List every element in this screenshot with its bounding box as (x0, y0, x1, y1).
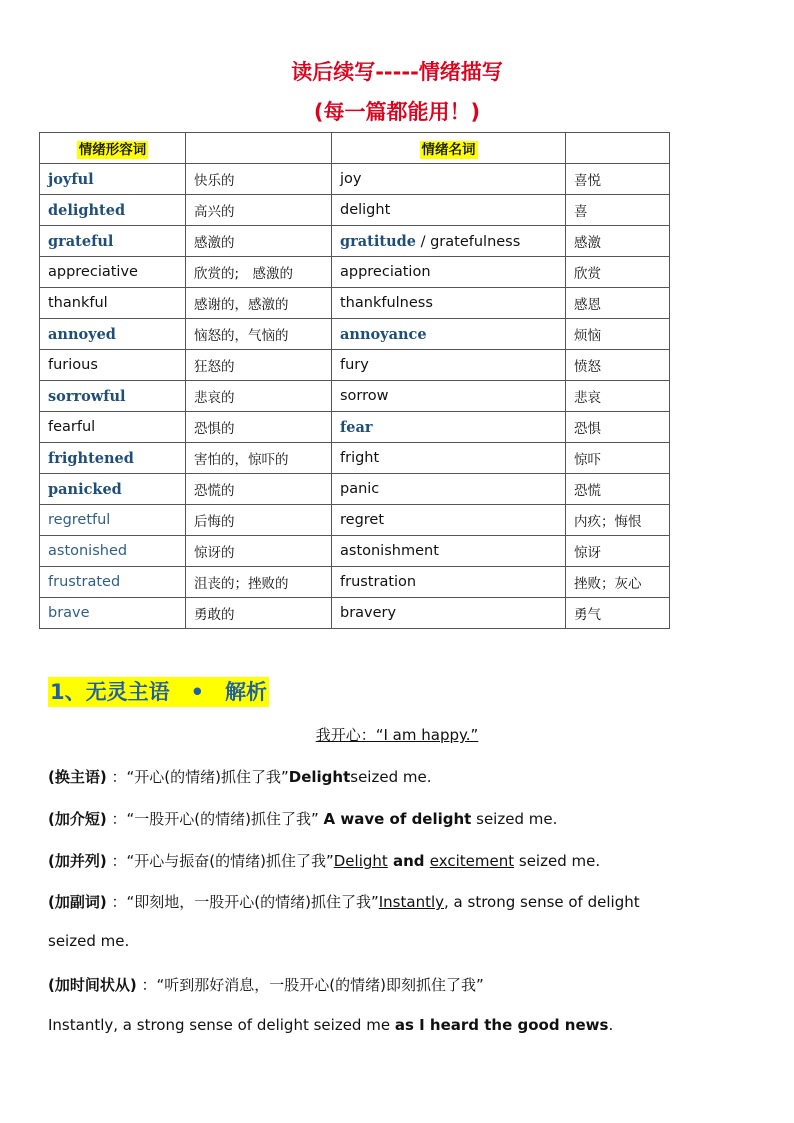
adj-meaning: 感谢的，感激的 (186, 288, 332, 319)
noun-meaning: 感恩 (566, 288, 670, 319)
noun-meaning: 挫败；灰心 (566, 567, 670, 598)
example-en-key: Delight (288, 768, 351, 786)
noun-meaning: 恐惧 (566, 412, 670, 443)
table-row (40, 195, 670, 226)
example-en: seized me. (350, 768, 432, 786)
base-sentence: 我开心：“I am happy.” (315, 726, 479, 744)
table-header-row (40, 133, 670, 164)
noun-word: frustration (332, 567, 566, 598)
noun-meaning: 欣赏 (566, 257, 670, 288)
adj-meaning: 勇敢的 (186, 598, 332, 629)
example-en-end: . (608, 1016, 614, 1034)
table-row (40, 164, 670, 195)
adj-word: joyful (40, 164, 186, 195)
adj-word: grateful (40, 226, 186, 257)
example-tag: (加并列) (48, 852, 107, 870)
header-noun: 情绪名词 (421, 142, 476, 158)
noun-meaning: 喜 (566, 195, 670, 226)
example-line-5 (48, 974, 484, 995)
adj-meaning: 恐惧的 (186, 412, 332, 443)
example-tag: (换主语) (48, 768, 107, 786)
noun-meaning: 恐慌 (566, 474, 670, 505)
emotion-vocab-table (39, 132, 670, 629)
section-heading: 1、无灵主语 • 解析 (48, 677, 269, 707)
adj-meaning: 恐慌的 (186, 474, 332, 505)
header-empty-cell (186, 133, 332, 164)
noun-word: panic (332, 474, 566, 505)
adj-meaning: 感激的 (186, 226, 332, 257)
example-en: seized me. (514, 852, 601, 870)
example-cn: ：“听到那好消息，一股开心(的情绪)即刻抓住了我” (141, 976, 484, 994)
noun-word: bravery (332, 598, 566, 629)
noun-word-cell (332, 226, 566, 257)
adj-meaning: 高兴的 (186, 195, 332, 226)
table-row (40, 226, 670, 257)
example-cn: ：“开心与振奋(的情绪)抓住了我” (111, 852, 334, 870)
noun-word: regret (332, 505, 566, 536)
table-row (40, 257, 670, 288)
adj-word: regretful (40, 505, 186, 536)
example-en: , a strong sense of delight (444, 893, 640, 911)
table-row (40, 474, 670, 505)
adj-meaning: 惊讶的 (186, 536, 332, 567)
example-en: seized me. (471, 810, 558, 828)
adj-meaning: 后悔的 (186, 505, 332, 536)
example-line-2 (48, 808, 557, 829)
table-row (40, 381, 670, 412)
adj-word: annoyed (40, 319, 186, 350)
noun-word: fear (332, 412, 566, 443)
adj-word: panicked (40, 474, 186, 505)
example-cn: ：“开心(的情绪)抓住了我” (111, 768, 289, 786)
example-cn: ：“一股开心(的情绪)抓住了我” (111, 810, 319, 828)
adj-word: frustrated (40, 567, 186, 598)
example-line-1 (48, 766, 431, 787)
table-row (40, 350, 670, 381)
table-row (40, 319, 670, 350)
noun-word: appreciation (332, 257, 566, 288)
header-adj: 情绪形容词 (78, 142, 147, 158)
adj-word: appreciative (40, 257, 186, 288)
table-row (40, 536, 670, 567)
noun-word: joy (332, 164, 566, 195)
example-line-4-cont (48, 932, 129, 950)
adj-meaning: 欣赏的; 感激的 (186, 257, 332, 288)
noun-meaning: 悲哀 (566, 381, 670, 412)
noun-meaning: 愤怒 (566, 350, 670, 381)
table-row (40, 567, 670, 598)
adj-word: astonished (40, 536, 186, 567)
example-en-cont: seized me. (48, 932, 130, 950)
noun-word: gratitude (340, 232, 416, 250)
noun-meaning: 喜悦 (566, 164, 670, 195)
example-en-key: as I heard the good news (394, 1016, 609, 1034)
example-tag: (加副词) (48, 893, 107, 911)
example-line-5-en (48, 1016, 613, 1034)
adj-meaning: 狂怒的 (186, 350, 332, 381)
adj-word: fearful (40, 412, 186, 443)
example-tag: (加时间状从) (48, 976, 137, 994)
noun-word: astonishment (332, 536, 566, 567)
table-row (40, 288, 670, 319)
example-en-and: and (387, 852, 430, 870)
adj-word: sorrowful (40, 381, 186, 412)
page-subtitle: (每一篇都能用！) (313, 100, 481, 124)
adj-meaning: 沮丧的；挫败的 (186, 567, 332, 598)
noun-meaning: 惊讶 (566, 536, 670, 567)
noun-meaning: 勇气 (566, 598, 670, 629)
header-adj-cell (40, 133, 186, 164)
table-row (40, 598, 670, 629)
example-cn: ：“即刻地，一股开心(的情绪)抓住了我” (111, 893, 379, 911)
adj-word: brave (40, 598, 186, 629)
noun-word-alt: / gratefulness (415, 233, 521, 250)
noun-meaning: 感激 (566, 226, 670, 257)
example-en-key-2: excitement (429, 852, 515, 870)
adj-meaning: 害怕的，惊吓的 (186, 443, 332, 474)
noun-meaning: 惊吓 (566, 443, 670, 474)
example-en-key: A wave of delight (323, 810, 472, 828)
example-en-key: Instantly (378, 893, 445, 911)
adj-word: furious (40, 350, 186, 381)
adj-meaning: 悲哀的 (186, 381, 332, 412)
noun-meaning: 烦恼 (566, 319, 670, 350)
adj-meaning: 快乐的 (186, 164, 332, 195)
noun-word: fright (332, 443, 566, 474)
page-title: 读后续写-----情绪描写 (291, 60, 503, 84)
example-line-4 (48, 891, 640, 912)
example-tag: (加介短) (48, 810, 107, 828)
header-empty-cell (566, 133, 670, 164)
header-noun-cell (332, 133, 566, 164)
noun-word: sorrow (332, 381, 566, 412)
example-en-key: Delight (333, 852, 388, 870)
adj-word: thankful (40, 288, 186, 319)
adj-word: frightened (40, 443, 186, 474)
noun-word: annoyance (332, 319, 566, 350)
adj-meaning: 恼怒的，气恼的 (186, 319, 332, 350)
noun-word: thankfulness (332, 288, 566, 319)
table-row (40, 505, 670, 536)
noun-meaning: 内疚；悔恨 (566, 505, 670, 536)
example-line-3 (48, 850, 600, 871)
example-en: Instantly, a strong sense of delight seized me (48, 1016, 395, 1034)
table-row (40, 412, 670, 443)
noun-word: delight (332, 195, 566, 226)
noun-word: fury (332, 350, 566, 381)
table-row (40, 443, 670, 474)
adj-word: delighted (40, 195, 186, 226)
